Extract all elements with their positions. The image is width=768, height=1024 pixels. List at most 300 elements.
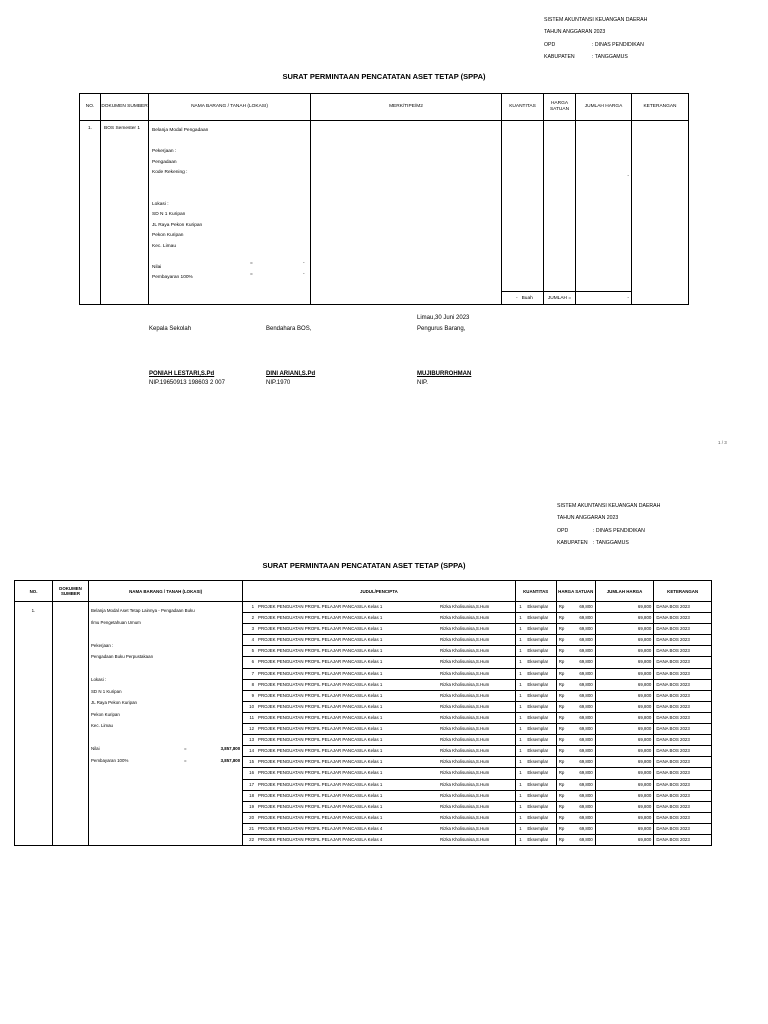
opd-row: [557, 525, 660, 537]
row-keterangan: [632, 121, 689, 305]
item-pencipta: Rizka Kholisunisa,S.Hum: [438, 768, 515, 779]
item-rp: Rp: [556, 624, 569, 635]
table-header-row: [15, 581, 712, 602]
item-number: 17: [243, 779, 256, 790]
item-keterangan: DANA BOS 2023: [654, 768, 712, 779]
col-harga-satuan: HARGA SATUAN: [544, 94, 576, 121]
item-harga: 69,800: [570, 724, 596, 735]
item-qty: 1: [515, 657, 525, 668]
col-jumlah-harga: JUMLAH HARGA: [595, 581, 654, 602]
item-jumlah: 69,800: [595, 724, 654, 735]
item-keterangan: DANA BOS 2023: [654, 602, 712, 613]
item-qty: 1: [515, 712, 525, 723]
item-number: 6: [243, 657, 256, 668]
nama-barang-line: [91, 732, 240, 744]
item-keterangan: DANA BOS 2023: [654, 701, 712, 712]
item-unit: Eksemplar: [525, 812, 556, 823]
item-qty: 1: [515, 624, 525, 635]
item-harga: 69,800: [570, 679, 596, 690]
item-harga: 69,800: [570, 757, 596, 768]
item-unit: Eksemplar: [525, 712, 556, 723]
item-pencipta: Rizka Kholisunisa,S.Hum: [438, 834, 515, 845]
signer-role: Pengurus Barang,: [417, 326, 466, 332]
nilai-equals: =: [184, 746, 187, 751]
item-judul: PROJEK PENGUATAN PROFIL PELAJAR PANCASILA Kelas 1: [256, 657, 438, 668]
item-jumlah: 69,800: [595, 735, 654, 746]
item-rp: Rp: [556, 646, 569, 657]
item-judul: PROJEK PENGUATAN PROFIL PELAJAR PANCASILA Kelas 1: [256, 668, 438, 679]
item-unit: Eksemplar: [525, 635, 556, 646]
item-jumlah: 69,800: [595, 624, 654, 635]
item-keterangan: DANA BOS 2023: [654, 746, 712, 757]
item-unit: Eksemplar: [525, 701, 556, 712]
nama-barang-line: Kode Rekening :: [152, 170, 188, 175]
item-pencipta: Rizka Kholisunisa,S.Hum: [438, 801, 515, 812]
item-judul: PROJEK PENGUATAN PROFIL PELAJAR PANCASILA Kelas 1: [256, 757, 438, 768]
row-no: 1.: [15, 602, 53, 846]
item-rp: Rp: [556, 668, 569, 679]
item-rp: Rp: [556, 690, 569, 701]
item-pencipta: Rizka Kholisunisa,S.Hum: [438, 779, 515, 790]
table-row: [15, 602, 712, 613]
item-qty: 1: [515, 834, 525, 845]
item-pencipta: Rizka Kholisunisa,S.Hum: [438, 602, 515, 613]
item-pencipta: Rizka Kholisunisa,S.Hum: [438, 701, 515, 712]
item-number: 14: [243, 746, 256, 757]
item-number: 2: [243, 613, 256, 624]
item-jumlah: 69,800: [595, 712, 654, 723]
item-pencipta: Rizka Kholisunisa,S.Hum: [438, 624, 515, 635]
item-pencipta: Rizka Kholisunisa,S.Hum: [438, 823, 515, 834]
nama-barang-line: Pekon Kuripan: [152, 233, 184, 238]
page2-title: SURAT PERMINTAAN PENCATATAN ASET TETAP (SPPA): [262, 561, 466, 570]
signer-role: Kepala Sekolah: [149, 326, 192, 332]
item-jumlah: 69,800: [595, 790, 654, 801]
pembayaran-value: 3,857,800: [220, 757, 241, 763]
item-rp: Rp: [556, 613, 569, 624]
item-qty: 1: [515, 701, 525, 712]
budget-year: TAHUN ANGGARAN 2023: [544, 29, 606, 36]
opd-value: : DINAS PENDIDIKAN: [593, 527, 645, 534]
signer-name: PONIAH LESTARI,S.Pd: [149, 371, 215, 377]
item-qty: 1: [515, 790, 525, 801]
nama-barang-line: Belanja Modal Pengadaan: [152, 128, 209, 133]
opd-label: OPD: [544, 41, 556, 48]
item-jumlah: 69,800: [595, 834, 654, 845]
item-harga: 69,800: [570, 812, 596, 823]
item-qty: 1: [515, 801, 525, 812]
item-keterangan: DANA BOS 2023: [654, 724, 712, 735]
item-unit: Eksemplar: [525, 834, 556, 845]
item-jumlah: 69,800: [595, 701, 654, 712]
item-qty: 1: [515, 735, 525, 746]
footer-jumlah-label: JUMLAH =: [544, 292, 576, 305]
item-judul: PROJEK PENGUATAN PROFIL PELAJAR PANCASILA Kelas 1: [256, 812, 438, 823]
item-unit: Eksemplar: [525, 724, 556, 735]
item-jumlah: 69,800: [595, 657, 654, 668]
signer-nip: NIP.1970: [266, 380, 291, 386]
item-qty: 1: [515, 779, 525, 790]
item-keterangan: DANA BOS 2023: [654, 635, 712, 646]
item-jumlah: 69,800: [595, 823, 654, 834]
item-unit: Eksemplar: [525, 657, 556, 668]
item-harga: 69,800: [570, 712, 596, 723]
item-rp: Rp: [556, 823, 569, 834]
col-nama-barang: NAMA BARANG / TANAH (LOKASI): [89, 581, 243, 602]
row-dokumen-sumber: [53, 602, 89, 846]
nama-barang-line: Pengadaan Buku Perpustakaan: [91, 654, 154, 659]
item-pencipta: Rizka Kholisunisa,S.Hum: [438, 613, 515, 624]
item-judul: PROJEK PENGUATAN PROFIL PELAJAR PANCASILA Kelas 1: [256, 712, 438, 723]
item-unit: Eksemplar: [525, 624, 556, 635]
item-rp: Rp: [556, 712, 569, 723]
item-keterangan: DANA BOS 2023: [654, 679, 712, 690]
nama-barang-line: SD N 1 Kuripan: [91, 688, 122, 694]
item-judul: PROJEK PENGUATAN PROFIL PELAJAR PANCASILA Kelas 1: [256, 779, 438, 790]
item-qty: 1: [515, 812, 525, 823]
item-qty: 1: [515, 668, 525, 679]
col-dokumen-sumber: DOKUMEN SUMBER: [101, 94, 149, 121]
row-nama-barang: [149, 121, 311, 305]
item-unit: Eksemplar: [525, 679, 556, 690]
table-header-row: [80, 94, 689, 121]
item-pencipta: Rizka Kholisunisa,S.Hum: [438, 679, 515, 690]
nama-barang-line: Pembayaran 100% = 3,857,800: [91, 755, 240, 767]
item-harga: 69,800: [570, 613, 596, 624]
item-keterangan: DANA BOS 2023: [654, 613, 712, 624]
col-keterangan: KETERANGAN: [632, 94, 689, 121]
kabupaten-label: KABUPATEN: [544, 53, 575, 60]
item-pencipta: Rizka Kholisunisa,S.Hum: [438, 790, 515, 801]
item-harga: 69,800: [570, 823, 596, 834]
item-harga: 69,800: [570, 602, 596, 613]
signer-nip: NIP.: [417, 380, 428, 386]
item-keterangan: DANA BOS 2023: [654, 735, 712, 746]
item-harga: 69,800: [570, 701, 596, 712]
item-pencipta: Rizka Kholisunisa,S.Hum: [438, 646, 515, 657]
page1-sppa-table: [79, 93, 689, 305]
page1-nilai-eq: [250, 259, 253, 280]
item-jumlah: 69,800: [595, 757, 654, 768]
kabupaten-value: : TANGGAMUS: [592, 53, 628, 60]
item-harga: 69,800: [570, 801, 596, 812]
item-rp: Rp: [556, 768, 569, 779]
item-number: 11: [243, 712, 256, 723]
nama-barang-line: [152, 252, 307, 263]
item-judul: PROJEK PENGUATAN PROFIL PELAJAR PANCASILA Kelas 1: [256, 690, 438, 701]
item-keterangan: DANA BOS 2023: [654, 657, 712, 668]
item-number: 18: [243, 790, 256, 801]
item-number: 19: [243, 801, 256, 812]
item-keterangan: DANA BOS 2023: [654, 668, 712, 679]
row-jumlah-harga: -: [576, 121, 632, 292]
page1-title: SURAT PERMINTAAN PENCATATAN ASET TETAP (SPPA): [282, 72, 486, 81]
item-harga: 69,800: [570, 790, 596, 801]
item-rp: Rp: [556, 735, 569, 746]
item-jumlah: 69,800: [595, 679, 654, 690]
item-judul: PROJEK PENGUATAN PROFIL PELAJAR PANCASILA Kelas 1: [256, 701, 438, 712]
item-unit: Eksemplar: [525, 779, 556, 790]
signer-kepala-sekolah: [149, 325, 225, 388]
item-unit: Eksemplar: [525, 690, 556, 701]
item-unit: Eksemplar: [525, 735, 556, 746]
nama-barang-line: Ilmu Pengetahuan Umum: [91, 619, 141, 625]
item-number: 8: [243, 679, 256, 690]
item-qty: 1: [515, 602, 525, 613]
page2-sppa-table: [14, 580, 712, 846]
item-keterangan: DANA BOS 2023: [654, 779, 712, 790]
item-keterangan: DANA BOS 2023: [654, 624, 712, 635]
page2-system-header: [557, 500, 660, 549]
item-number: 20: [243, 812, 256, 823]
item-harga: 69,800: [570, 646, 596, 657]
item-keterangan: DANA BOS 2023: [654, 757, 712, 768]
item-rp: Rp: [556, 790, 569, 801]
item-judul: PROJEK PENGUATAN PROFIL PELAJAR PANCASILA Kelas 1: [256, 735, 438, 746]
col-no: NO.: [15, 581, 53, 602]
item-unit: Eksemplar: [525, 668, 556, 679]
page1-nilai-val: [303, 259, 305, 280]
nama-barang-line: Lokasi :: [91, 677, 107, 682]
row-dokumen-sumber: BOS Semester 1: [101, 121, 149, 305]
nama-barang-line: Nilai: [152, 264, 162, 270]
pembayaran-equals: =: [250, 271, 253, 277]
nama-barang-line: [91, 663, 240, 675]
item-jumlah: 69,800: [595, 746, 654, 757]
item-harga: 69,800: [570, 668, 596, 679]
kabupaten-value: : TANGGAMUS: [593, 539, 629, 546]
signer-role: Bendahara BOS,: [266, 326, 312, 332]
item-qty: 1: [515, 823, 525, 834]
row-harga-satuan: [544, 121, 576, 292]
item-harga: 69,800: [570, 746, 596, 757]
item-rp: Rp: [556, 701, 569, 712]
item-judul: PROJEK PENGUATAN PROFIL PELAJAR PANCASILA Kelas 1: [256, 624, 438, 635]
item-qty: 1: [515, 757, 525, 768]
item-qty: 1: [515, 646, 525, 657]
item-qty: 1: [515, 679, 525, 690]
item-qty: 1: [515, 635, 525, 646]
item-pencipta: Rizka Kholisunisa,S.Hum: [438, 635, 515, 646]
item-harga: 69,800: [570, 834, 596, 845]
item-number: 16: [243, 768, 256, 779]
item-jumlah: 69,800: [595, 602, 654, 613]
item-jumlah: 69,800: [595, 812, 654, 823]
item-rp: Rp: [556, 602, 569, 613]
item-rp: Rp: [556, 812, 569, 823]
opd-label: OPD: [557, 527, 569, 534]
item-jumlah: 69,800: [595, 668, 654, 679]
item-number: 1: [243, 602, 256, 613]
nama-barang-line: [152, 137, 307, 148]
row-no: 1.: [80, 121, 101, 305]
item-unit: Eksemplar: [525, 790, 556, 801]
item-number: 21: [243, 823, 256, 834]
kabupaten-row: [557, 537, 660, 549]
col-dokumen-sumber: DOKUMEN SUMBER: [53, 581, 89, 602]
nama-barang-line: Lokasi :: [152, 201, 169, 207]
pembayaran-equals: =: [184, 757, 187, 763]
kabupaten-label: KABUPATEN: [557, 539, 588, 546]
item-pencipta: Rizka Kholisunisa,S.Hum: [438, 724, 515, 735]
item-judul: PROJEK PENGUATAN PROFIL PELAJAR PANCASILA Kelas 4: [256, 823, 438, 834]
col-merk: MERK/TIPE/M2: [311, 94, 502, 121]
item-pencipta: Rizka Kholisunisa,S.Hum: [438, 812, 515, 823]
item-pencipta: Rizka Kholisunisa,S.Hum: [438, 690, 515, 701]
item-jumlah: 69,800: [595, 646, 654, 657]
item-number: 4: [243, 635, 256, 646]
item-harga: 69,800: [570, 635, 596, 646]
nama-barang-line: Pekon Kuripan: [91, 711, 120, 717]
nama-barang-line: Kec. Limau: [152, 243, 176, 249]
item-pencipta: Rizka Kholisunisa,S.Hum: [438, 746, 515, 757]
item-jumlah: 69,800: [595, 779, 654, 790]
item-unit: Eksemplar: [525, 768, 556, 779]
item-qty: 1: [515, 613, 525, 624]
footer-jumlah-value: -: [576, 292, 632, 305]
signer-name: MUJIBURROHMAN: [417, 371, 472, 377]
nama-barang-lines: [152, 126, 307, 284]
item-qty: 1: [515, 724, 525, 735]
item-rp: Rp: [556, 635, 569, 646]
opd-value: : DINAS PENDIDIKAN: [592, 41, 644, 48]
item-rp: Rp: [556, 679, 569, 690]
nama-barang-line: [91, 628, 240, 640]
col-jumlah-harga: JUMLAH HARGA: [576, 94, 632, 121]
item-keterangan: DANA BOS 2023: [654, 834, 712, 845]
item-pencipta: Rizka Kholisunisa,S.Hum: [438, 712, 515, 723]
col-harga-satuan: HARGA SATUAN: [556, 581, 595, 602]
nama-barang-line: [152, 179, 307, 190]
system-name: SISTEM AKUNTANSI KEUANGAN DAERAH: [557, 503, 661, 509]
col-nama-barang: NAMA BARANG / TANAH (LOKASI): [149, 94, 311, 121]
footer-qty-value: -: [516, 295, 518, 301]
item-number: 22: [243, 834, 256, 845]
item-number: 15: [243, 757, 256, 768]
item-keterangan: DANA BOS 2023: [654, 801, 712, 812]
item-judul: PROJEK PENGUATAN PROFIL PELAJAR PANCASILA Kelas 1: [256, 613, 438, 624]
item-jumlah: 69,800: [595, 635, 654, 646]
col-kuantitas: KUANTITAS: [502, 94, 544, 121]
item-keterangan: DANA BOS 2023: [654, 790, 712, 801]
item-judul: PROJEK PENGUATAN PROFIL PELAJAR PANCASILA Kelas 1: [256, 790, 438, 801]
row-kuantitas: [502, 121, 544, 292]
item-keterangan: DANA BOS 2023: [654, 823, 712, 834]
item-number: 10: [243, 701, 256, 712]
nama-barang-line: Belanja Modal Aset Tetap Lainnya - Pengadaan Buku: [91, 608, 195, 613]
page-number: 1 / 3: [718, 440, 727, 445]
pembayaran-value: -: [303, 271, 305, 277]
item-unit: Eksemplar: [525, 646, 556, 657]
item-pencipta: Rizka Kholisunisa,S.Hum: [438, 735, 515, 746]
signer-name: DINI ARIANI,S.Pd: [266, 371, 316, 377]
opd-row: [544, 39, 647, 51]
nama-barang-line: Pembayaran 100%: [152, 275, 193, 280]
budget-year: TAHUN ANGGARAN 2023: [557, 515, 619, 522]
item-judul: PROJEK PENGUATAN PROFIL PELAJAR PANCASILA Kelas 1: [256, 746, 438, 757]
nama-barang-line: Pengadaan: [152, 159, 177, 165]
item-jumlah: 69,800: [595, 801, 654, 812]
item-rp: Rp: [556, 724, 569, 735]
signer-pengurus-barang: [417, 325, 471, 388]
item-keterangan: DANA BOS 2023: [654, 812, 712, 823]
item-judul: PROJEK PENGUATAN PROFIL PELAJAR PANCASILA Kelas 1: [256, 801, 438, 812]
nama-barang-line: [152, 189, 307, 200]
col-kuantitas: KUANTITAS: [515, 581, 556, 602]
item-keterangan: DANA BOS 2023: [654, 690, 712, 701]
item-unit: Eksemplar: [525, 823, 556, 834]
item-keterangan: DANA BOS 2023: [654, 646, 712, 657]
item-judul: PROJEK PENGUATAN PROFIL PELAJAR PANCASILA Kelas 1: [256, 724, 438, 735]
item-harga: 69,800: [570, 768, 596, 779]
footer-qty: [502, 292, 544, 305]
nama-barang-line: Kec. Limau: [91, 723, 113, 728]
item-rp: Rp: [556, 834, 569, 845]
item-judul: PROJEK PENGUATAN PROFIL PELAJAR PANCASILA Kelas 1: [256, 602, 438, 613]
item-judul: PROJEK PENGUATAN PROFIL PELAJAR PANCASILA Kelas 1: [256, 635, 438, 646]
nama-barang-line: JL Raya Pekon Kuripan: [152, 222, 203, 228]
item-number: 9: [243, 690, 256, 701]
place-date: Limau,30 Juni 2023: [417, 315, 470, 321]
item-number: 3: [243, 624, 256, 635]
item-pencipta: Rizka Kholisunisa,S.Hum: [438, 657, 515, 668]
col-keterangan: KETERANGAN: [654, 581, 712, 602]
item-rp: Rp: [556, 779, 569, 790]
nilai-equals: =: [250, 261, 253, 266]
item-harga: 69,800: [570, 624, 596, 635]
nama-barang-line: SD N 1 Kuripan: [152, 212, 186, 217]
item-unit: Eksemplar: [525, 801, 556, 812]
table-row: [80, 121, 689, 292]
item-rp: Rp: [556, 801, 569, 812]
kabupaten-row: [544, 51, 647, 63]
item-number: 7: [243, 668, 256, 679]
item-unit: Eksemplar: [525, 757, 556, 768]
nama-barang-line: JL Raya Pekon Kuripan: [91, 700, 137, 705]
item-judul: PROJEK PENGUATAN PROFIL PELAJAR PANCASILA Kelas 4: [256, 834, 438, 845]
item-qty: 1: [515, 690, 525, 701]
item-jumlah: 69,800: [595, 768, 654, 779]
nilai-value: -: [303, 261, 305, 266]
footer-unit: Buah: [521, 295, 533, 301]
nilai-value: 3,857,800: [220, 746, 241, 751]
item-unit: Eksemplar: [525, 746, 556, 757]
nama-barang-line: Pekerjaan :: [152, 149, 177, 154]
item-rp: Rp: [556, 657, 569, 668]
item-judul: PROJEK PENGUATAN PROFIL PELAJAR PANCASILA Kelas 1: [256, 679, 438, 690]
item-rp: Rp: [556, 757, 569, 768]
col-no: NO.: [80, 94, 101, 121]
row-nama-barang: [89, 602, 243, 846]
item-pencipta: Rizka Kholisunisa,S.Hum: [438, 668, 515, 679]
item-pencipta: Rizka Kholisunisa,S.Hum: [438, 757, 515, 768]
item-jumlah: 69,800: [595, 613, 654, 624]
item-qty: 1: [515, 768, 525, 779]
signer-nip: NIP.19650913 198603 2 007: [149, 380, 225, 386]
col-judul-pencipta: JUDUL/PENCIPTA: [243, 581, 515, 602]
row-merk: [311, 121, 502, 305]
page1-system-header: [544, 14, 647, 63]
system-name: SISTEM AKUNTANSI KEUANGAN DAERAH: [544, 17, 648, 23]
item-number: 12: [243, 724, 256, 735]
item-harga: 69,800: [570, 657, 596, 668]
item-unit: Eksemplar: [525, 602, 556, 613]
item-judul: PROJEK PENGUATAN PROFIL PELAJAR PANCASILA Kelas 1: [256, 646, 438, 657]
item-qty: 1: [515, 746, 525, 757]
item-unit: Eksemplar: [525, 613, 556, 624]
item-harga: 69,800: [570, 779, 596, 790]
item-number: 5: [243, 646, 256, 657]
